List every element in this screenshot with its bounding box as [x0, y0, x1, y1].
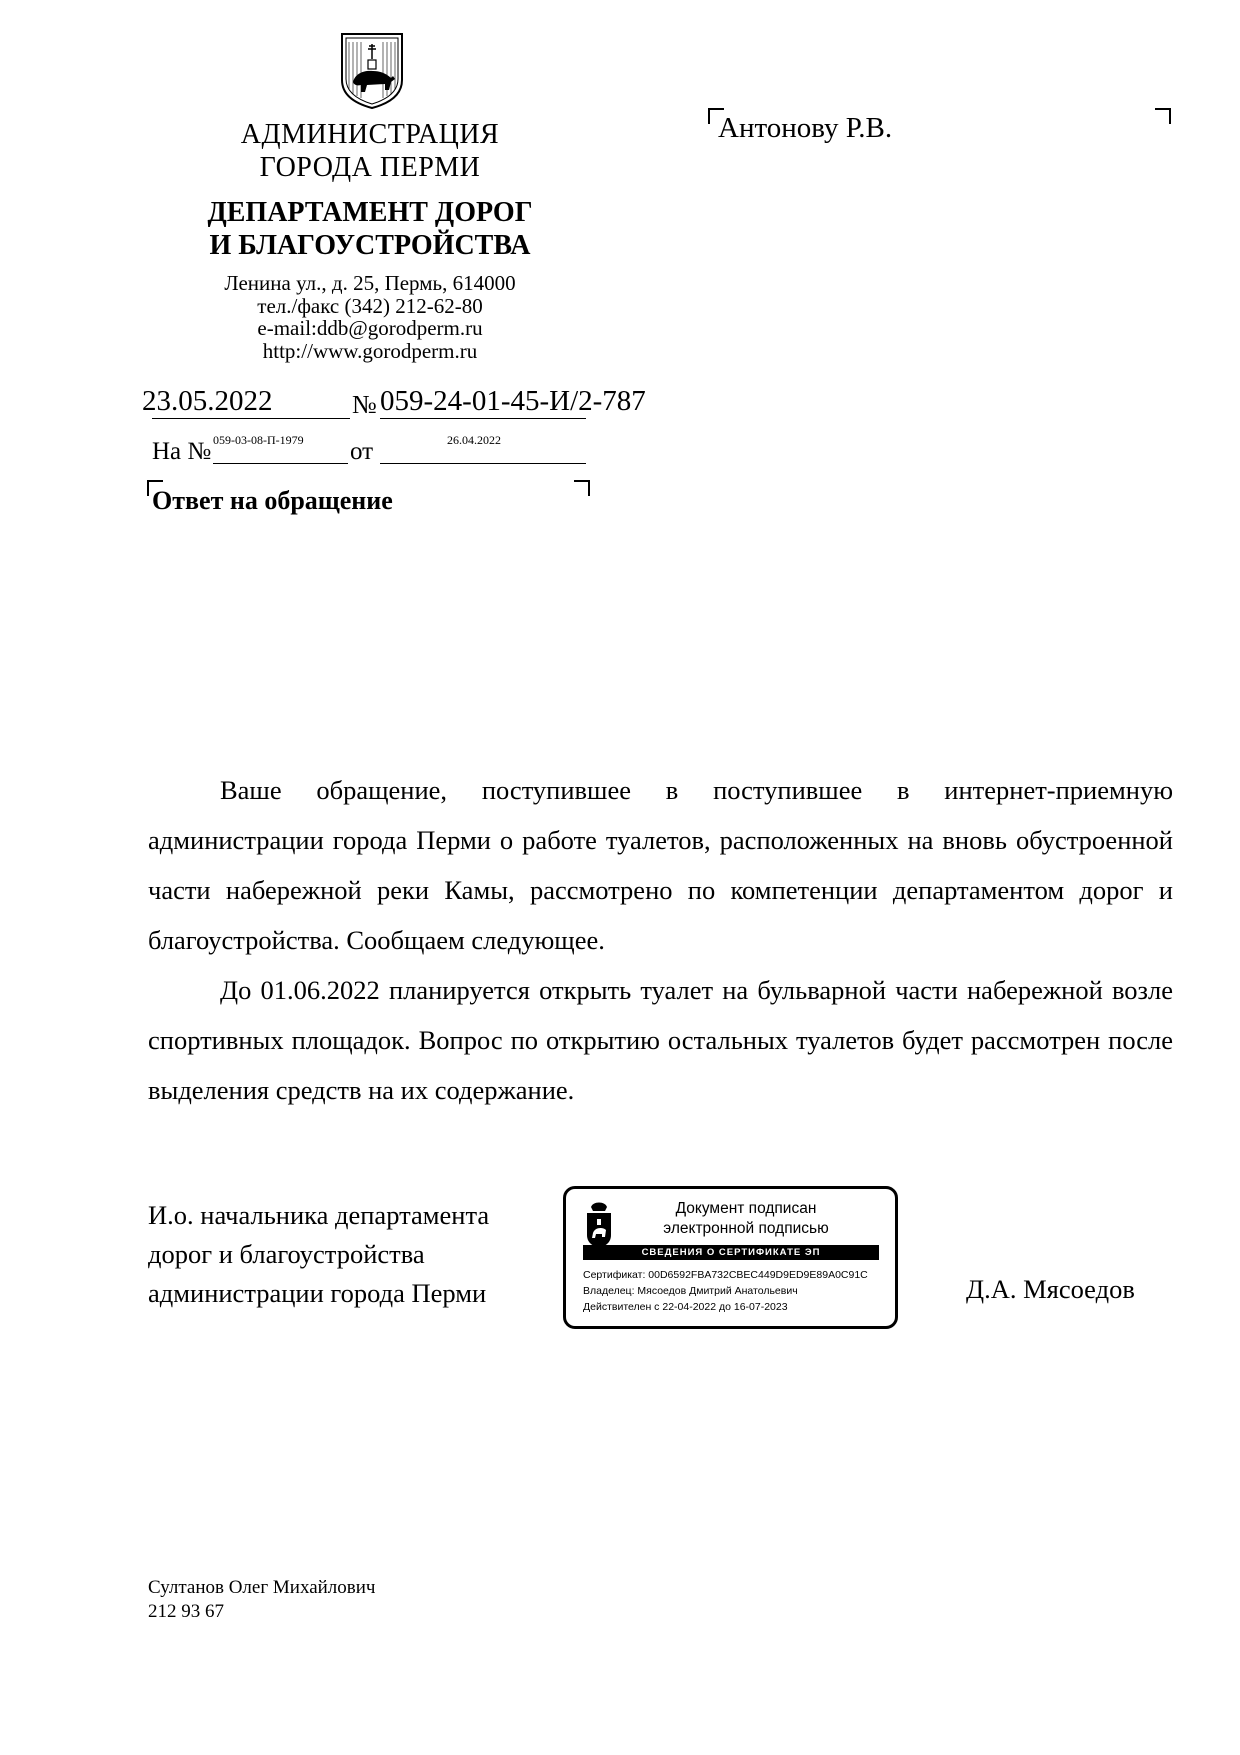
executor-name: Султанов Олег Михайлович: [148, 1577, 376, 1598]
stamp-title-line2: электронной подписью: [663, 1220, 829, 1237]
signatory-position: [148, 1196, 489, 1313]
stamp-certificate: Сертификат: 00D6592FBA732CBEC449D9ED9E89A0C91C: [583, 1269, 868, 1281]
reference-number-underline: [213, 463, 348, 464]
coat-of-arms-emblem: [337, 30, 407, 110]
perm-emblem-icon: [583, 1199, 615, 1249]
department-name-line2: И БЛАГОУСТРОЙСТВА: [209, 230, 531, 261]
department-email: e-mail:ddb@gorodperm.ru: [257, 316, 483, 340]
reference-date: 26.04.2022: [447, 433, 501, 447]
letter-subject: Ответ на обращение: [152, 486, 393, 515]
subject-corner-right: [574, 480, 590, 496]
stamp-title-line1: Документ подписан: [675, 1200, 817, 1217]
stamp-title: [626, 1199, 866, 1239]
letter-body: [148, 765, 1173, 1115]
signatory-position-line2: дорог и благоустройства: [148, 1239, 425, 1269]
recipient-corner-right: [1155, 108, 1171, 124]
signatory-position-line1: И.о. начальника департамента: [148, 1200, 490, 1230]
org-name-line1: АДМИНИСТРАЦИЯ: [240, 119, 500, 150]
org-name-line2: ГОРОДА ПЕРМИ: [259, 152, 481, 183]
reference-date-underline: [380, 463, 586, 464]
registration-number: 059-24-01-45-И/2-787: [380, 385, 646, 417]
department-name-line1: ДЕПАРТАМЕНТ ДОРОГ: [207, 197, 533, 228]
department-address: Ленина ул., д. 25, Пермь, 614000: [224, 271, 516, 295]
electronic-signature-stamp: [563, 1186, 898, 1329]
executor-phone: 212 93 67: [148, 1601, 224, 1622]
registration-date: 23.05.2022: [142, 385, 273, 417]
reference-date-label: от: [350, 438, 374, 465]
recipient-name: Антонову Р.В.: [718, 112, 893, 144]
stamp-certificate-header: СВЕДЕНИЯ О СЕРТИФИКАТЕ ЭП: [583, 1245, 879, 1260]
registration-number-underline: [380, 418, 586, 419]
stamp-validity: Действителен с 22-04-2022 до 16-07-2023: [583, 1301, 788, 1313]
organization-header: [190, 118, 550, 362]
department-website: http://www.gorodperm.ru: [262, 338, 478, 363]
reference-number-label: На №: [152, 438, 212, 465]
executor-info: [148, 1576, 375, 1624]
body-paragraph: Ваше обращение, поступившее в поступившее в интернет-приемную администрации города Перми о работе туалетов, расположенных на вновь обустроенной части набережной реки Камы, рассмотрено по компетенции департаментом дорог и благоустройства. Сообщаем следующее.: [148, 775, 1173, 955]
registration-number-label: №: [352, 390, 377, 419]
body-paragraph: До 01.06.2022 планируется открыть туалет на бульварной части набережной возле спортивных площадок. Вопрос по открытию остальных туалетов будет рассмотрен после выделения средств на их содержание.: [148, 975, 1173, 1105]
stamp-owner: Владелец: Мясоедов Дмитрий Анатольевич: [583, 1285, 798, 1297]
signatory-name: Д.А. Мясоедов: [966, 1274, 1135, 1304]
registration-date-underline: [152, 418, 350, 419]
signatory-position-line3: администрации города Перми: [148, 1278, 487, 1308]
reference-number: 059-03-08-П-1979: [213, 433, 304, 447]
department-phone: тел./факс (342) 212-62-80: [257, 293, 483, 318]
